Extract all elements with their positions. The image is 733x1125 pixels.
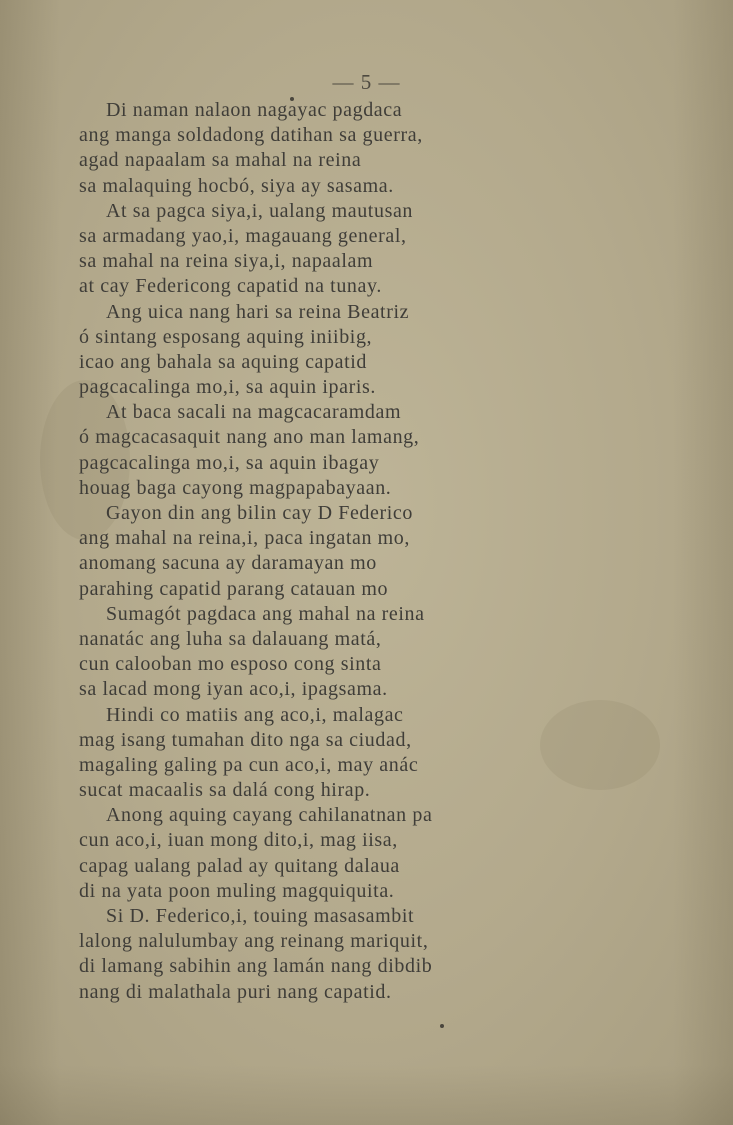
stanza — [79, 803, 559, 904]
stanza — [79, 300, 559, 401]
verse-line: At baca sacali na magcacaramdam — [106, 401, 402, 424]
verse-line: ó sintang esposang aquing iniibig, — [79, 325, 373, 348]
verse-line: sa malaquing hocbó, siya ay sasama. — [79, 174, 394, 197]
verse-line: mag isang tumahan dito nga sa ciudad, — [79, 728, 412, 751]
verse-line: anomang sacuna ay daramayan mo — [79, 552, 377, 575]
poem-body — [79, 98, 559, 1005]
verse-line: Anong aquing cayang cahilanatnan pa — [106, 804, 433, 827]
verse-line: Hindi co matiis ang aco,i, malagac — [106, 703, 404, 726]
verse-line: cun aco,i, iuan mong dito,i, mag iisa, — [79, 829, 398, 852]
verse-line: capag ualang palad ay quitang dalaua — [79, 854, 400, 877]
verse-line: cun calooban mo esposo cong sinta — [79, 653, 382, 676]
verse-line: di na yata poon muling magquiquita. — [79, 879, 395, 902]
stanza — [79, 98, 559, 199]
verse-line: ó magcacasaquit nang ano man lamang, — [79, 426, 420, 449]
verse-line: Sumagót pagdaca ang mahal na reina — [106, 602, 425, 625]
ink-speck — [440, 1024, 444, 1028]
verse-line: pagcacalinga mo,i, sa aquin iparis. — [79, 376, 377, 399]
verse-line: icao ang bahala sa aquing capatid — [79, 350, 368, 373]
stanza — [79, 501, 559, 602]
verse-line: nang di malathala puri nang capatid. — [79, 980, 392, 1003]
verse-line: di lamang sabihin ang lamán nang dibdib — [79, 955, 433, 978]
verse-line: Gayon din ang bilin cay D Federico — [106, 502, 413, 524]
verse-line: sucat macaalis sa dalá cong hirap. — [79, 779, 371, 802]
verse-line: houag baga cayong magpapabayaan. — [79, 476, 392, 499]
stanza — [79, 400, 559, 501]
verse-line: ang manga soldadong datihan sa guerra, — [79, 124, 423, 147]
page-number: — 5 — — [332, 70, 401, 94]
stanza — [79, 602, 559, 703]
verse-line: agad napaalam sa mahal na reina — [79, 149, 362, 172]
verse-line: sa mahal na reina siya,i, napaalam — [79, 250, 374, 273]
verse-line: parahing capatid parang catauan mo — [79, 577, 389, 600]
verse-line: At sa pagca siya,i, ualang mautusan — [106, 199, 414, 222]
stanza — [79, 703, 559, 804]
verse-line: sa armadang yao,i, magauang general, — [79, 224, 407, 247]
verse-line: ang mahal na reina,i, paca ingatan mo, — [79, 527, 411, 550]
verse-line: nanatác ang luha sa dalauang matá, — [79, 627, 382, 650]
stanza — [79, 904, 559, 1005]
page-edge-shadow-bottom — [0, 1065, 733, 1125]
verse-line: lalong nalulumbay ang reinang mariquit, — [79, 930, 429, 953]
page-edge-shadow-right — [673, 0, 733, 1125]
stanza — [79, 199, 559, 300]
page-edge-shadow-left — [0, 0, 60, 1125]
verse-line: magaling galing pa cun aco,i, may anác — [79, 753, 419, 776]
verse-line: at cay Federicong capatid na tunay. — [79, 275, 382, 298]
verse-line: Si D. Federico,i, touing masasambit — [106, 905, 415, 927]
verse-line: sa lacad mong iyan aco,i, ipagsama. — [79, 678, 388, 701]
verse-line: pagcacalinga mo,i, sa aquin ibagay — [79, 451, 380, 474]
verse-line: Di naman nalaon nagayac pagdaca — [106, 99, 403, 121]
verse-line: Ang uica nang hari sa reina Beatriz — [106, 300, 410, 323]
